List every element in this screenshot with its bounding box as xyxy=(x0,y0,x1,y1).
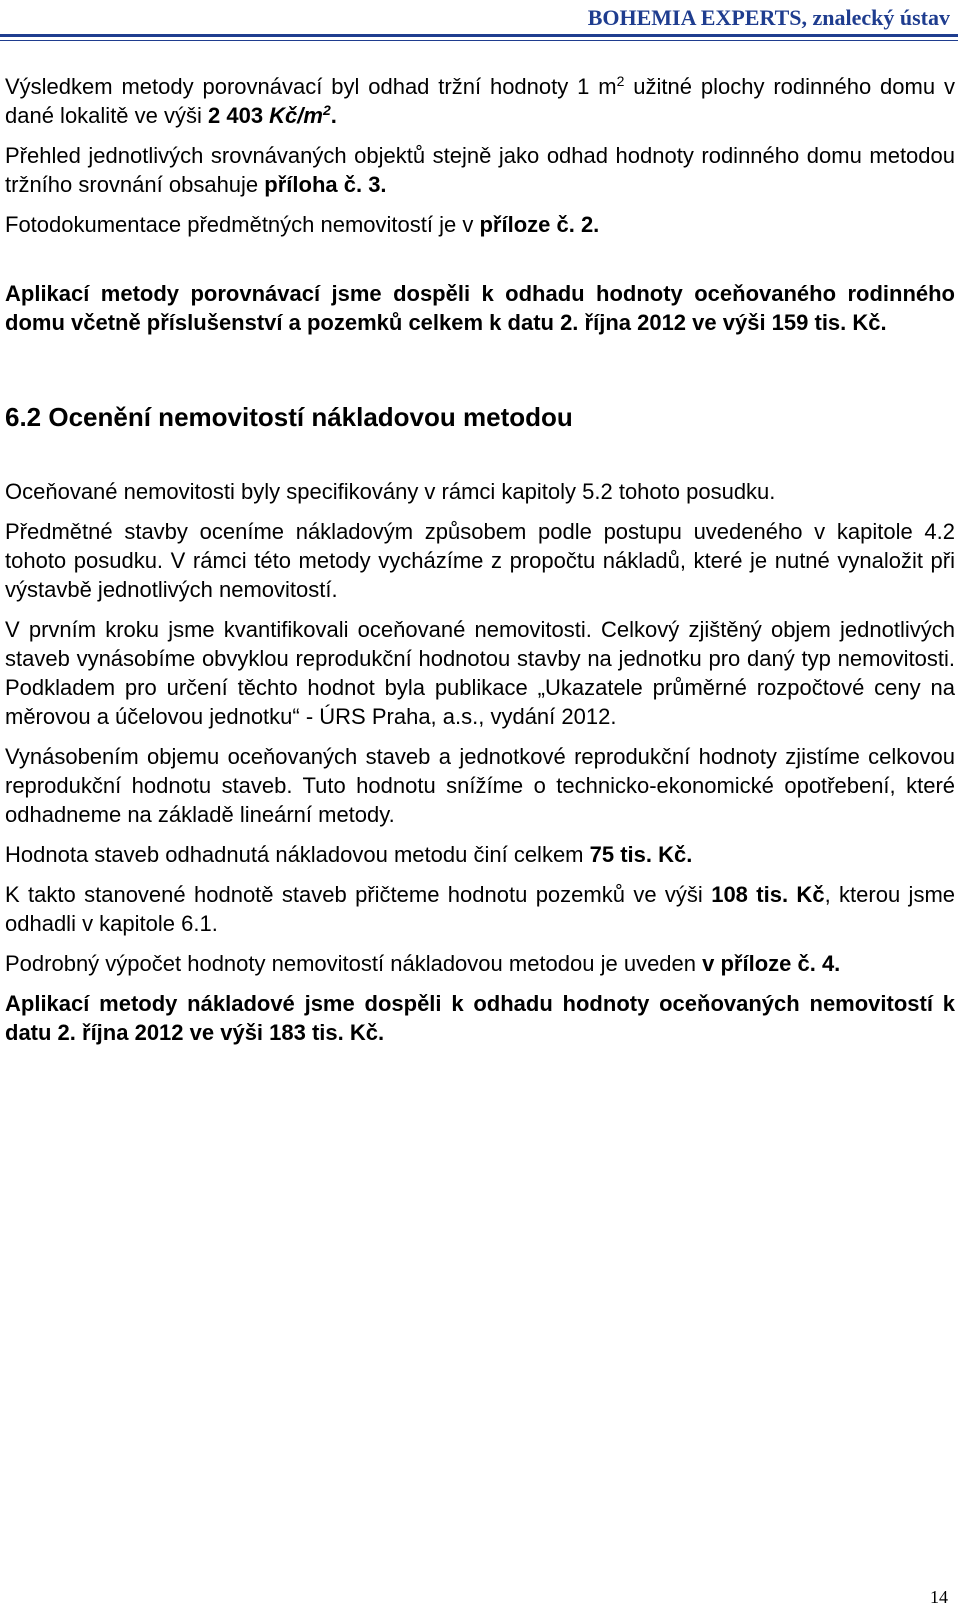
paragraph-annex-4 xyxy=(5,949,955,978)
text-run: Podrobný výpočet hodnoty nemovitostí nákladovou metodou je uveden xyxy=(5,951,703,976)
value-highlight: 75 tis. Kč. xyxy=(589,842,693,867)
text-run: Hodnota staveb odhadnutá nákladovou metodu činí celkem xyxy=(5,842,590,867)
value-highlight: 108 tis. Kč xyxy=(711,882,825,907)
page-number: 14 xyxy=(930,1587,948,1607)
text-run: Aplikací metody nákladové jsme dospěli k odhadu hodnoty oceňovaných nemovitostí k datu 2. října 2012 ve výši 183 tis. Kč. xyxy=(5,991,955,1045)
text-run: Fotodokumentace předmětných nemovitostí je v xyxy=(5,212,480,237)
paragraph-land-value xyxy=(5,880,955,938)
text-run: , kterou jsme odhadli v kapitole 6.1. xyxy=(5,882,956,936)
header-title: BOHEMIA EXPERTS, znalecký ústav xyxy=(587,5,950,30)
paragraph-cost-result xyxy=(5,989,955,1047)
header-rule-thin xyxy=(0,40,958,41)
text-run: Přehled jednotlivých srovnávaných objektů stejně jako odhad hodnoty rodinného domu metodou tržního srovnání obsahuje xyxy=(5,143,955,197)
superscript: 2 xyxy=(322,102,331,118)
paragraph-comparative-result xyxy=(5,279,955,337)
text-run: Oceňované nemovitosti byly specifikovány v rámci kapitoly 5.2 tohoto posudku. xyxy=(5,479,776,504)
text-run: Aplikací metody porovnávací jsme dospěli k odhadu hodnoty oceňovaného rodinného domu včetně příslušenství a pozemků celkem k datu 2. října 2012 ve výši 159 tis. Kč. xyxy=(5,281,955,335)
annex-reference: příloha č. 3. xyxy=(264,172,387,197)
paragraph-cost-method-intro xyxy=(5,517,955,604)
paragraph-quantification xyxy=(5,615,955,731)
text-run: Předmětné stavby oceníme nákladovým způsobem podle postupu uvedeného v kapitole 4.2 tohoto posudku. V rámci této metody vycházíme z propočtu nákladů, které je nutné vynaložit při výstavbě jednotlivých nemovitostí. xyxy=(5,519,955,602)
text-run: Vynásobením objemu oceňovaných staveb a jednotkové reprodukční hodnoty zjistíme celkovou reprodukční hodnotu staveb. Tuto hodnotu snížíme o technicko-ekonomické opotřebení, které odhadneme na základě lineární metody. xyxy=(5,744,955,827)
paragraph-reproduction-value xyxy=(5,742,955,829)
paragraph-overview-annex xyxy=(5,141,955,199)
paragraph-photo-documentation xyxy=(5,210,955,239)
unit-highlight: Kč/m xyxy=(269,103,323,128)
header-rule xyxy=(0,34,958,37)
section-heading: 6.2 Ocenění nemovitostí nákladovou metodou xyxy=(5,402,573,432)
document-body xyxy=(5,72,955,1047)
paragraph-buildings-value xyxy=(5,840,955,869)
value-highlight: 2 403 xyxy=(208,103,270,128)
annex-reference: příloze č. 2. xyxy=(479,212,600,237)
text-run: . xyxy=(330,103,337,128)
annex-reference: v příloze č. 4. xyxy=(702,951,841,976)
text-run: Výsledkem metody porovnávací byl odhad tržní hodnoty 1 m xyxy=(5,74,617,99)
text-run: užitné plochy rodinného domu v dané lokalitě ve výši xyxy=(5,74,955,128)
text-run: K takto stanovené hodnotě staveb přičteme hodnotu pozemků ve výši xyxy=(5,882,712,907)
page-header xyxy=(0,0,960,44)
paragraph-specification xyxy=(5,477,955,506)
text-run: V prvním kroku jsme kvantifikovali oceňované nemovitosti. Celkový zjištěný objem jednotlivých staveb vynásobíme obvyklou reprodukční hodnotou stavby na jednotku pro daný typ nemovitosti. Podkladem pro určení těchto hodnot byla publikace „Ukazatele průměrné rozpočtové ceny na měrovou a účelovou jednotku“ - ÚRS Praha, a.s., vydání 2012. xyxy=(5,617,955,729)
paragraph-market-value-per-m2 xyxy=(5,72,955,130)
superscript: 2 xyxy=(616,73,625,89)
